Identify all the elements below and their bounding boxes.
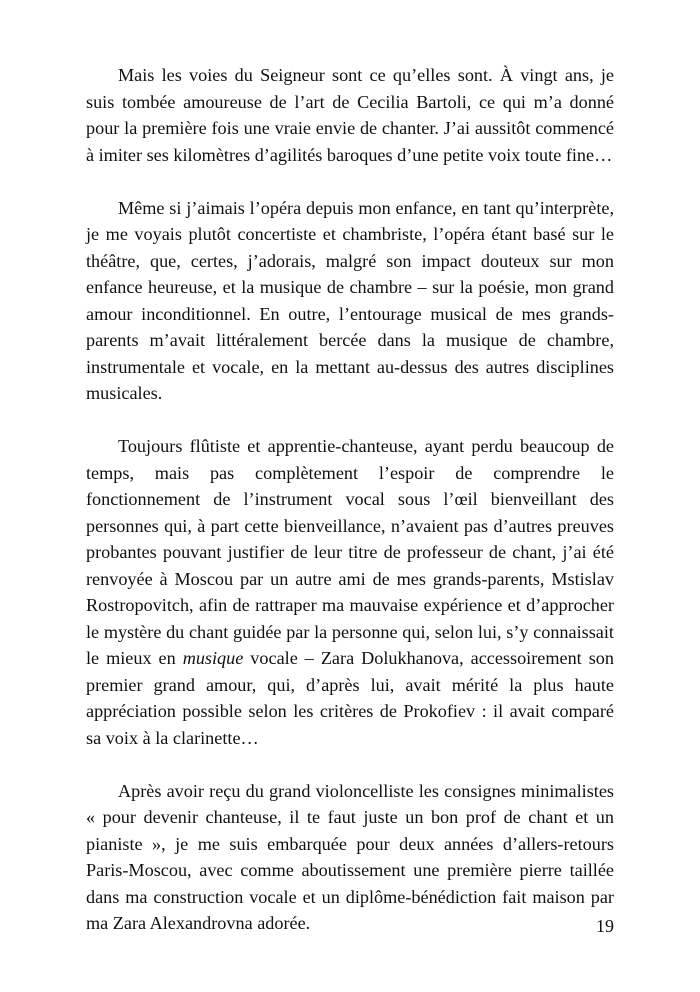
page-number: 19	[596, 916, 614, 936]
paragraph-4: Après avoir reçu du grand violoncelliste les consignes minimalistes « pour devenir chanteuse, il te faut juste un bon prof de chant et un pianiste », je me suis embarquée pour deux années d’allers-retours Paris-Moscou, avec comme aboutissement une première pierre taillée dans ma construction vocale et un diplôme-bénédiction fait maison par ma Zara Alexandrovna adorée.	[86, 780, 614, 933]
italic-word: musique	[182, 648, 244, 668]
paragraph-3	[86, 433, 614, 751]
paragraph-3-text-start: Toujours flûtiste et apprentie-chanteuse, ayant perdu beaucoup de temps, mais pas complètement l’espoir de comprendre le fonctionnement de l’instrument vocal sous l’œil bienveillant des personnes qui, à part cette bienveillance, n’avaient pas d’autres preuves probantes pouvant justifier de leur titre de professeur de chant, j’ai été renvoyée à Moscou par un autre ami de mes grands-parents, Mstislav Rostropovitch, afin de rattraper ma mauvaise expérience et d’approcher le mystère du chant guidée par la personne qui, selon lui, s’y connaissait le mieux en	[86, 436, 614, 668]
paragraph-3-text-end: vocale – Zara Dolukhanova, accessoirement son premier grand amour, qui, d’après lui, avait mérité la plus haute appréciation possible selon les critères de Prokofiev : il avait comparé sa voix à la clarinette…	[86, 648, 614, 748]
paragraph-1: Mais les voies du Seigneur sont ce qu’elles sont. À vingt ans, je suis tombée amoureuse de l’art de Cecilia Bartoli, ce qui m’a donné pour la première fois une vraie envie de chanter. J’ai aussitôt commencé à imiter ses kilomètres d’agilités baroques d’une petite voix toute fine…	[86, 65, 614, 165]
paragraph-2: Même si j’aimais l’opéra depuis mon enfance, en tant qu’interprète, je me voyais plutôt concertiste et chambriste, l’opéra étant basé sur le théâtre, que, certes, j’adorais, malgré son impact douteux sur mon enfance heureuse, et la musique de chambre – sur la poésie, mon grand amour inconditionnel. En outre, l’entourage musical de mes grands-parents m’avait littéralement bercée dans la musique de chambre, instrumentale et vocale, en la mettant au-dessus des autres disciplines musicales.	[86, 197, 614, 403]
body-text	[86, 62, 614, 937]
